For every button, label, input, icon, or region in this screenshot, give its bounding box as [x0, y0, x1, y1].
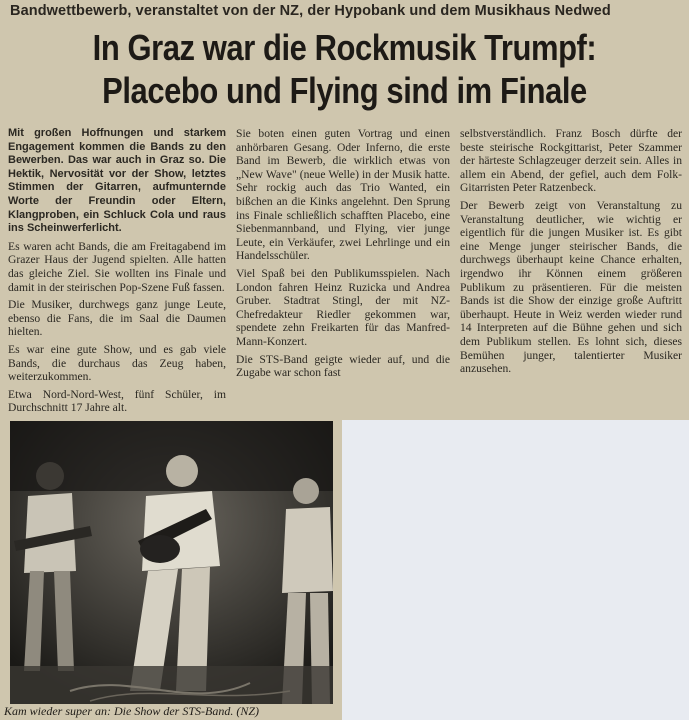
- paragraph: Viel Spaß bei den Publikumsspielen. Nach London fahren Heinz Ruzicka und Andrea Gruber. Stadtrat Stingl, der mit NZ-Chefredakteur Riedler gekommen war, spendete zehn Freikarten für das Manfred-Mann-Konzert.: [236, 266, 450, 348]
- photo-illustration: [10, 421, 333, 704]
- headline-line-2: Placebo und Flying sind im Finale: [102, 70, 587, 111]
- article-column-3: [460, 127, 682, 380]
- paragraph: Sie boten einen guten Vortrag und einen anhörbaren Gesang. Oder Inferno, die erste Band im Bewerb, die wirklich etwas von „New Wave" (neue Welle) in der Musik hatte. Sehr rockig auch das Trio Wanted, ein bißchen an die Kinks angelehnt. Den Sprung ins Finale schließlich schafften Placebo, eine Siebenmannband, und Flying, vier junge Leute, ein Verkäufer, zwei Lehrlinge und ein Handelsschüler.: [236, 127, 450, 263]
- article-column-2: [236, 127, 450, 384]
- scan-blank-area: [342, 420, 689, 720]
- paragraph: Es war eine gute Show, und es gab viele Bands, die durchaus das Zeug haben, weiterzukommen.: [8, 342, 226, 384]
- paragraph: Es waren acht Bands, die am Freitagabend im Grazer Haus der Jugend spielten. Alle hatten das gleiche Ziel. Sie wollten ins Finale und damit in der steirischen Pop-Szene Fuß fassen.: [8, 239, 226, 294]
- paragraph: Die STS-Band geigte wieder auf, und die Zugabe war schon fast: [236, 352, 450, 380]
- article-column-1: [8, 127, 226, 419]
- paragraph: Der Bewerb zeigt von Veranstaltung zu Veranstaltung deutlicher, wie wichtig er eigentlich für die jungen Musiker ist. Es gibt eine Menge junger steirischer Bands, die durchwegs überhaupt keine Chance erhalten, irgendwo ihr Können einem größeren Publikum zu präsentieren. Für die meisten Bands ist die Show der einzige große Auftritt überhaupt. Heute in Weiz werden wieder rund 14 Interpreten auf die Bühne gehen und sich dem Publikum stellen. Es lohnt sich, dieses Bemühen junger, talentierter Musiker anzusehen.: [460, 198, 682, 376]
- article-headline: [48, 26, 641, 112]
- paragraph: Etwa Nord-Nord-West, fünf Schüler, im Durchschnitt 17 Jahre alt.: [8, 387, 226, 415]
- lead-paragraph: Mit großen Hoffnungen und starkem Engagement kommen die Bands zu den Bewerben. Das war auch in Graz so. Die Hektik, Nervosität vor der Show, letztes Stimmen der Gitarren, aufmunternde Worte der Freundin oder Eltern, Klangproben, ein Schluck Cola und raus ins Scheinwerferlicht.: [8, 127, 226, 235]
- concert-photo: [10, 421, 333, 704]
- paragraph: Die Musiker, durchwegs ganz junge Leute, ebenso die Fans, die im Saal die Daumen hielten.: [8, 298, 226, 339]
- article-kicker: Bandwettbewerb, veranstaltet von der NZ, der Hypobank und dem Musikhaus Nedwed: [10, 3, 611, 19]
- paragraph: selbstverständlich. Franz Bosch dürfte der beste steirische Rockgittarist, Peter Szammer der härteste Schlagzeuger derzeit sein. Alles in allem ein Abend, der gefiel, auch dem Folk-Gitarristen Peter Ratzenbeck.: [460, 127, 682, 195]
- headline-line-1: In Graz war die Rockmusik Trumpf:: [92, 27, 597, 68]
- photo-caption: Kam wieder super an: Die Show der STS-Band. (NZ): [4, 704, 259, 718]
